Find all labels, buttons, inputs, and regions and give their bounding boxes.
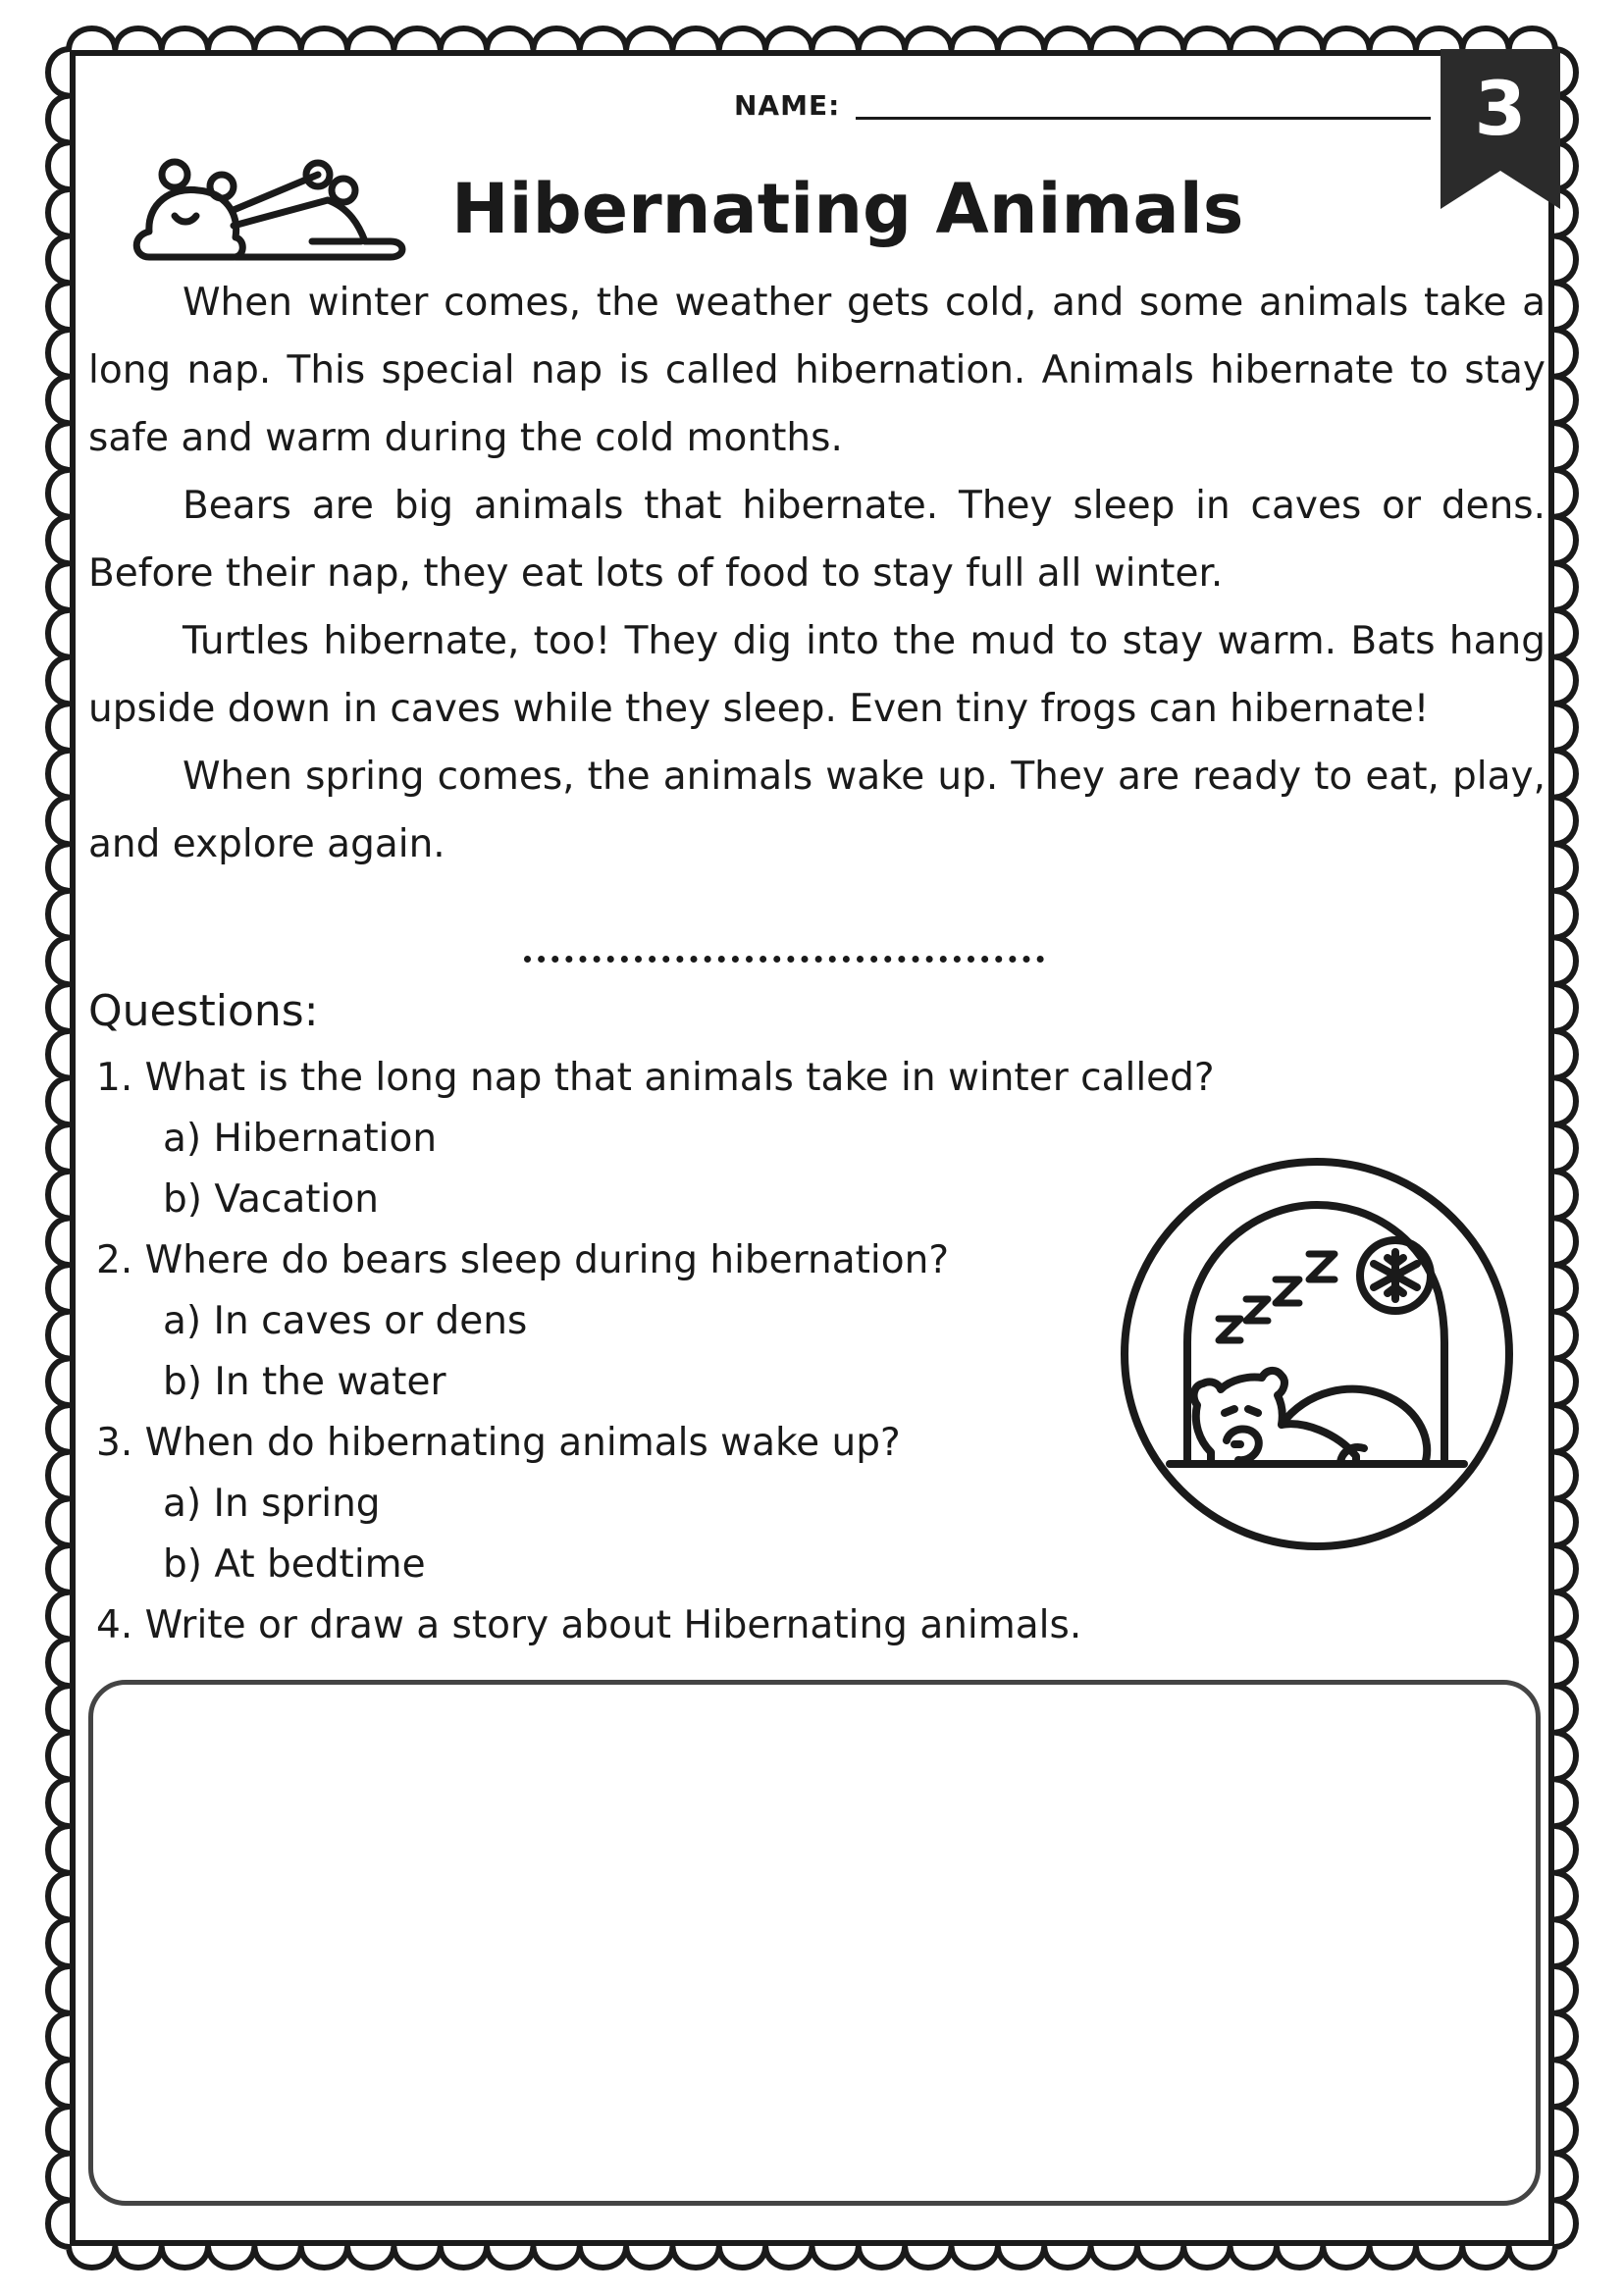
worksheet-title: Hibernating Animals [451,169,1244,249]
answer-option[interactable]: a) In spring [163,1482,381,1526]
page-number: 3 [1474,65,1527,152]
questions-heading: Questions: [88,986,319,1036]
question-item [96,1413,1225,1595]
question-item [96,1048,1225,1230]
passage-paragraph: Bears are big animals that hibernate. They sleep in caves or dens. Before their nap, they eat lots of food to stay full all winter. [88,484,1545,596]
answer-option[interactable]: a) In caves or dens [163,1299,528,1343]
answer-option[interactable]: b) At bedtime [163,1542,426,1587]
answer-option[interactable]: a) Hibernation [163,1117,438,1161]
question-item [96,1595,1225,1656]
name-field[interactable] [734,84,1431,128]
hibernating-bear-cave-icon [1109,1146,1525,1562]
answer-options [96,1474,1225,1595]
passage-paragraph: When winter comes, the weather gets cold, and some animals take a long nap. This special nap is called hibernation. Animals hibernate to stay safe and warm during the cold months. [88,281,1545,460]
dotted-divider [524,956,1044,963]
answer-option[interactable]: b) Vacation [163,1177,379,1222]
answer-options [96,1291,1225,1413]
questions-list [96,1048,1225,1656]
question-text: 2. Where do bears sleep during hibernation? [96,1238,950,1282]
page-number-badge [1441,49,1560,209]
name-input-line[interactable] [856,117,1431,120]
sleeping-animal-icon [126,147,420,275]
question-item [96,1230,1225,1413]
passage-paragraph: Turtles hibernate, too! They dig into the mud to stay warm. Bats hang upside down in caves while they sleep. Even tiny frogs can hibernate! [88,619,1545,731]
answer-options [96,1109,1225,1230]
name-label: NAME: [734,89,841,122]
question-text: 1. What is the long nap that animals take in winter called? [96,1056,1215,1100]
story-answer-box[interactable] [88,1680,1541,2206]
reading-passage [88,269,1545,878]
answer-option[interactable]: b) In the water [163,1360,446,1404]
passage-paragraph: When spring comes, the animals wake up. They are ready to eat, play, and explore again. [88,755,1545,866]
question-text: 3. When do hibernating animals wake up? [96,1421,901,1465]
question-text: 4. Write or draw a story about Hibernating animals. [96,1603,1082,1647]
